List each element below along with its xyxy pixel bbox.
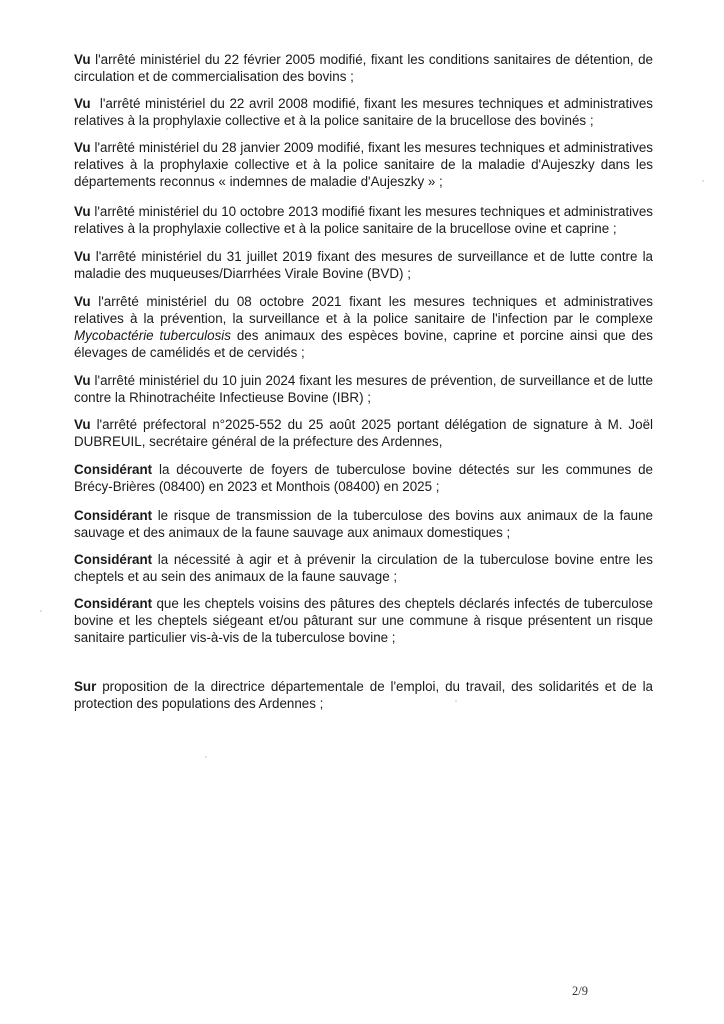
paragraph-lead: Vu	[74, 294, 91, 309]
paragraph-vu-2021	[74, 293, 653, 361]
scan-speck	[166, 128, 168, 130]
paragraph-lead: Vu	[74, 249, 91, 264]
paragraph-text: des animaux des espèces bovine, caprine et porcine ainsi que des élevages de camélidés et de cervidés ;	[74, 328, 653, 360]
scan-speck	[455, 700, 457, 702]
paragraph-text: l'arrêté préfectoral n°2025-552 du 25 août 2025 portant délégation de signature à M. Joël DUBREUIL, secrétaire général de la préfecture des Ardennes,	[74, 417, 653, 449]
paragraph-vu-2009	[74, 139, 653, 190]
paragraph-text: proposition de la directrice départementale de l'emploi, du travail, des solidarités et de la protection des populations des Ardennes ;	[74, 679, 653, 711]
paragraph-vu-2008	[74, 95, 657, 129]
paragraph-text: l'arrêté ministériel du 22 avril 2008 modifié, fixant les mesures techniques et administratives relatives à la prophylaxie collective et à la police sanitaire de la brucellose des bovinés ;	[74, 96, 657, 128]
paragraph-considerant-cheptels	[74, 595, 653, 646]
paragraph-vu-2005	[74, 51, 653, 85]
paragraph-lead: Vu	[74, 52, 91, 67]
paragraph-text: l'arrêté ministériel du 10 octobre 2013 modifié fixant les mesures techniques et administratives relatives à la prophylaxie collective et à la police sanitaire de la brucellose ovine et caprine ;	[74, 204, 653, 236]
paragraph-italic-term: Mycobactérie tuberculosis	[74, 328, 231, 343]
paragraph-lead: Considérant	[74, 596, 153, 611]
paragraph-text: l'arrêté ministériel du 28 janvier 2009 modifié, fixant les mesures techniques et administratives relatives à la prophylaxie collective et à la police sanitaire de la maladie d'Aujeszky dans les départements reconnus « indemnes de maladie d'Aujeszky » ;	[74, 140, 653, 189]
paragraph-considerant-necessite	[74, 551, 653, 585]
paragraph-sur-proposition	[74, 678, 653, 712]
paragraph-vu-2019	[74, 248, 653, 282]
scan-speck	[702, 180, 704, 182]
paragraph-lead: Vu	[74, 96, 91, 111]
scan-speck	[40, 610, 42, 612]
paragraph-vu-prefectoral	[74, 416, 653, 450]
paragraph-considerant-foyers	[74, 461, 653, 495]
paragraph-lead: Vu	[74, 373, 91, 388]
paragraph-text: la nécessité à agir et à prévenir la circulation de la tuberculose bovine entre les cheptels et au sein des animaux de la faune sauvage ;	[74, 552, 653, 584]
page-number: 2/9	[572, 984, 588, 998]
paragraph-vu-2013	[74, 203, 653, 237]
paragraph-text: que les cheptels voisins des pâtures des cheptels déclarés infectés de tuberculose bovine et les cheptels siégeant et/ou pâturant sur une commune à risque présentent un risque sanitaire particulier vis-à-vis de la tuberculose bovine ;	[74, 596, 653, 645]
paragraph-text: l'arrêté ministériel du 10 juin 2024 fixant les mesures de prévention, de surveillance et de lutte contre la Rhinotrachéite Infectieuse Bovine (IBR) ;	[74, 373, 653, 405]
paragraph-lead: Vu	[74, 417, 91, 432]
paragraph-text: le risque de transmission de la tuberculose des bovins aux animaux de la faune sauvage et des animaux de la faune sauvage aux animaux domestiques ;	[74, 508, 653, 540]
paragraph-lead: Considérant	[74, 508, 153, 523]
paragraph-lead: Considérant	[74, 462, 153, 477]
paragraph-lead: Considérant	[74, 552, 153, 567]
paragraph-considerant-transmission	[74, 507, 653, 541]
scan-speck	[205, 756, 207, 758]
paragraph-text: l'arrêté ministériel du 22 février 2005 modifié, fixant les conditions sanitaires de détention, de circulation et de commercialisation des bovins ;	[74, 52, 653, 84]
paragraph-vu-2024	[74, 372, 653, 406]
paragraph-text: la découverte de foyers de tuberculose bovine détectés sur les communes de Brécy-Brières (08400) en 2023 et Monthois (08400) en 2025 ;	[74, 462, 653, 494]
paragraph-text: l'arrêté ministériel du 31 juillet 2019 fixant des mesures de surveillance et de lutte contre la maladie des muqueuses/Diarrhées Virale Bovine (BVD) ;	[74, 249, 653, 281]
paragraph-lead: Vu	[74, 140, 91, 155]
paragraph-lead: Vu	[74, 204, 91, 219]
paragraph-lead: Sur	[74, 679, 97, 694]
paragraph-text: l'arrêté ministériel du 08 octobre 2021 fixant les mesures techniques et administratives relatives à la prévention, la surveillance et à la police sanitaire de l'infection par le complexe	[74, 294, 653, 326]
